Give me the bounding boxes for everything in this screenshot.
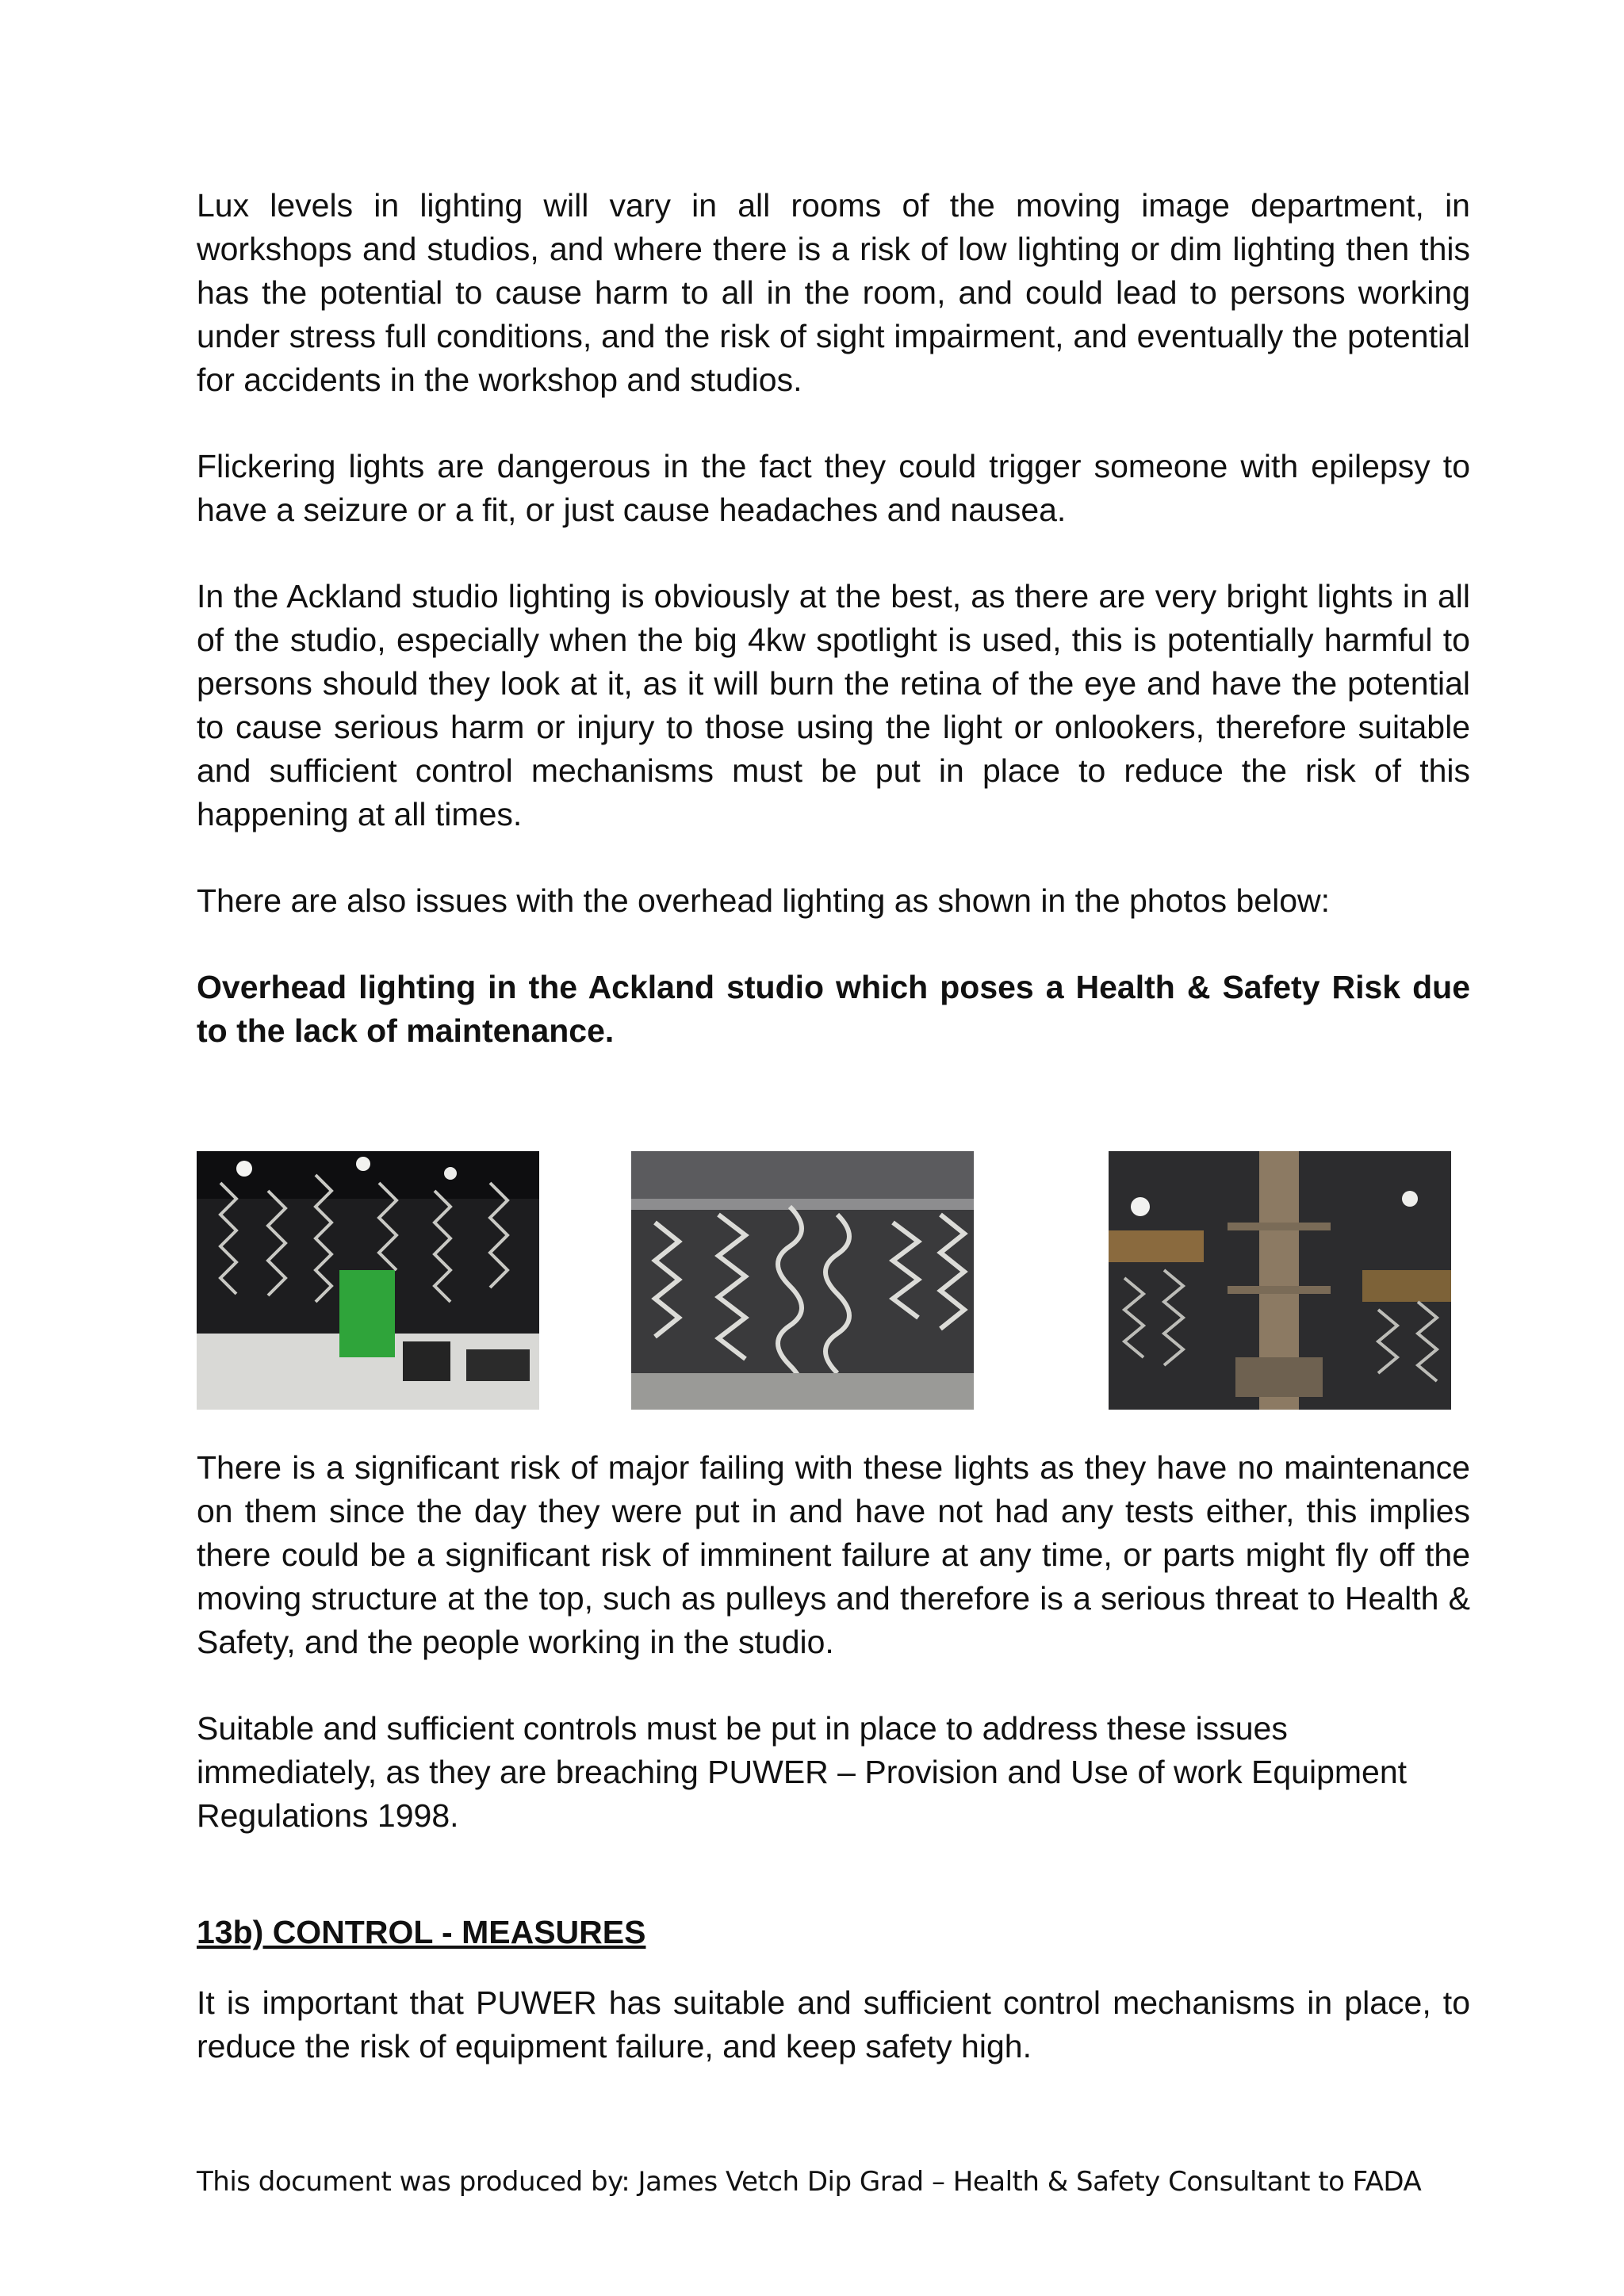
photo-strip	[197, 1151, 1451, 1410]
paragraph-overhead-issues: There are also issues with the overhead lighting as shown in the photos below:	[197, 882, 1331, 919]
photo-caption: Overhead lighting in the Ackland studio which poses a Health & Safety Risk due to the lack of maintenance.	[197, 969, 1470, 1049]
section-heading: 13b) CONTROL - MEASURES	[197, 1914, 646, 1950]
paragraph-puwer-controls: It is important that PUWER has suitable and sufficient control mechanisms in place, to reduce the risk of equipment failure, and keep safety high.	[197, 1984, 1470, 2064]
paragraph-lux-levels: Lux levels in lighting will vary in all rooms of the moving image department, in workshops and studios, and where there is a risk of low lighting or dim lighting then this has the potential to cause harm to all in the room, and could lead to persons working under stress full conditions, and the risk of sight impairment, and eventually the potential for accidents in the workshop and studios.	[197, 187, 1470, 398]
pantograph-lights-closeup-photo	[631, 1151, 974, 1410]
paragraph-suitable-controls: Suitable and sufficient controls must be put in place to address these issues immediately, as they are breaching PUWER – Provision and Use of work Equipment Regulations 1998.	[197, 1710, 1408, 1834]
paragraph-ackland-studio: In the Ackland studio lighting is obviously at the best, as there are very bright lights in all of the studio, especially when the big 4kw spotlight is used, this is potentially harmful to persons should they look at it, as it will burn the retina of the eye and have the potential to cause serious harm or injury to those using the light or onlookers, therefore suitable and sufficient control mechanisms must be put in place to reduce the risk of this happening at all times.	[197, 578, 1470, 832]
document-body	[197, 184, 1470, 1096]
lighting-pole-closeup-photo	[1109, 1151, 1451, 1410]
paragraph-significant-risk: There is a significant risk of major failing with these lights as they have no maintenance on them since the day they were put in and have not had any tests either, this implies there could be a significant risk of imminent failure at any time, or parts might fly off the moving structure at the top, such as pulleys and therefore is a serious threat to Health & Safety, and the people working in the studio.	[197, 1449, 1470, 1660]
document-body-continued	[197, 1446, 1470, 2111]
paragraph-flickering-lights: Flickering lights are dangerous in the fact they could trigger someone with epilepsy to have a seizure or a fit, or just cause headaches and nausea.	[197, 448, 1470, 528]
page-footer: This document was produced by: James Vetch Dip Grad – Health & Safety Consultant to FADA	[197, 2166, 1422, 2198]
studio-lighting-rig-photo	[197, 1151, 539, 1410]
